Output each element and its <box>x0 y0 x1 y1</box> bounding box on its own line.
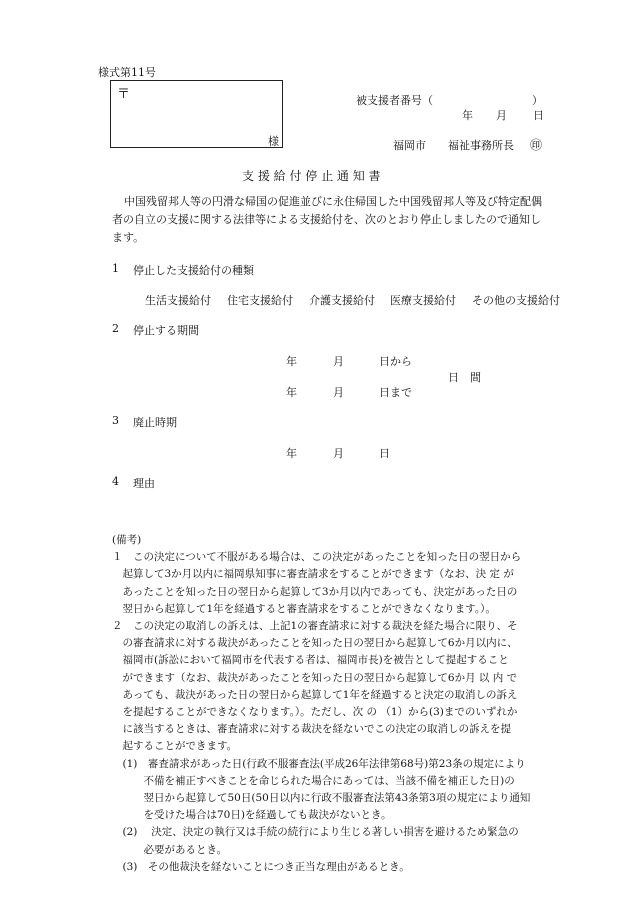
note-line: あっても、裁決があった日の翌日から起算して1年を経過すると決定の取消しの訴え <box>112 688 518 701</box>
note-line: (1) 審査請求があった日(行政不服審査法(平成26年法律第68号)第23条の規定により <box>112 757 526 770</box>
period-from-year: 年 <box>286 355 297 368</box>
intro-line-3: ます。 <box>112 231 145 244</box>
note-line: 起することができます。 <box>112 740 238 753</box>
period-to-day: 日まで <box>379 386 412 399</box>
note-line: 不備を補正すべきことを命じられた場合にあっては、当該不備を補正した日)の <box>112 774 515 787</box>
office-head: 福祉事務所長 <box>448 139 514 152</box>
sama-label: 様 <box>268 135 279 148</box>
date-month: 月 <box>496 109 507 122</box>
period-days: 日 <box>448 371 459 384</box>
intro-line-2: 者の自立の支援に関する法律等による支援給付を、次のとおり停止しましたので通知し <box>112 213 541 226</box>
note-line: を提起することができなくなります。）。ただし、次 の （1）から(3)までのいずれか <box>112 706 518 719</box>
kind-living: 生活支援給付 <box>145 294 211 307</box>
address-box <box>110 80 283 148</box>
kind-care: 介護支援給付 <box>309 294 375 307</box>
note-line: あったことを知った日の翌日から起算して3か月以内であっても、決定があった日の <box>112 585 518 598</box>
note-line: 福岡市(訴訟において福岡市を代表する者は、福岡市長)を被告として提起すること <box>112 654 509 667</box>
section-3-label: 廃止時期 <box>133 416 177 429</box>
date-year: 年 <box>462 109 473 122</box>
form-number: 様式第11号 <box>98 66 156 79</box>
note-line: を受けた場合は70日)を経過しても裁決がないとき。 <box>112 809 392 822</box>
intro-line-1: 中国残留邦人等の円滑な帰国の促進並びに永住帰国した中国残留邦人等及び特定配偶 <box>124 195 542 208</box>
note-line: ができます（なお、裁決があったことを知った日の翌日から起算して6か月 以 内 で <box>112 671 518 684</box>
period-days-suffix: 間 <box>470 371 481 384</box>
note-line: 翌日から起算して1年を経過すると審査請求をすることができなくなります。）。 <box>112 602 496 615</box>
note-line: １ この決定について不服がある場合は、この決定があったことを知った日の翌日から <box>112 551 522 564</box>
note-line: ２ この決定の取消しの訴えは、上記1の審査請求に対する裁決を経た場合に限り、そ <box>112 620 518 633</box>
note-line: 必要があるとき。 <box>112 843 228 856</box>
notes-block <box>112 532 572 876</box>
kind-housing: 住宅支援給付 <box>227 294 293 307</box>
period-from-day: 日から <box>379 355 412 368</box>
section-1-number: 1 <box>112 262 119 275</box>
kind-medical: 医療支援給付 <box>390 294 456 307</box>
note-line: の審査請求に対する裁決があったことを知った日の翌日から起算して6か月以内に、 <box>112 637 518 650</box>
section-2-label: 停止する期間 <box>133 324 199 337</box>
section-2-number: 2 <box>112 322 119 335</box>
note-line: (3) その他裁決を経ないことにつき正当な理由があるとき。 <box>112 860 410 873</box>
abolish-month: 月 <box>333 447 344 460</box>
kind-other: その他の支援給付 <box>472 294 560 307</box>
abolish-year: 年 <box>286 447 297 460</box>
recipient-number-close: ） <box>532 94 543 107</box>
period-to-year: 年 <box>286 386 297 399</box>
section-4-number: 4 <box>112 475 119 488</box>
date-day: 日 <box>533 109 544 122</box>
city-name: 福岡市 <box>393 139 426 152</box>
note-line: 翌日から起算して50日(50日以内に行政不服審査法第43条第3項の規定により通知 <box>112 792 531 805</box>
section-3-number: 3 <box>112 414 119 427</box>
section-1-label: 停止した支援給付の種類 <box>133 264 254 277</box>
recipient-number-label: 被支援者番号（ <box>356 94 433 107</box>
seal-mark: ㊞ <box>530 138 543 152</box>
note-line: (2) 決定、決定の執行又は手続の続行により生じる著しい損害を避けるため緊急の <box>112 826 519 839</box>
note-line: に該当するときは、審査請求に対する裁決を経ないでこの決定の取消しの訴えを提 <box>112 723 511 736</box>
note-line: 起算して3か月以内に福岡県知事に審査請求をすることができます（なお、決 定 が <box>112 568 514 581</box>
postal-mark: 〒 <box>117 87 131 102</box>
section-4-label: 理由 <box>133 477 155 490</box>
period-from-month: 月 <box>333 355 344 368</box>
notes-heading: (備考) <box>112 534 142 546</box>
period-to-month: 月 <box>333 386 344 399</box>
abolish-day: 日 <box>379 447 390 460</box>
document-title: 支 援 給 付 停 止 通 知 書 <box>242 169 381 183</box>
